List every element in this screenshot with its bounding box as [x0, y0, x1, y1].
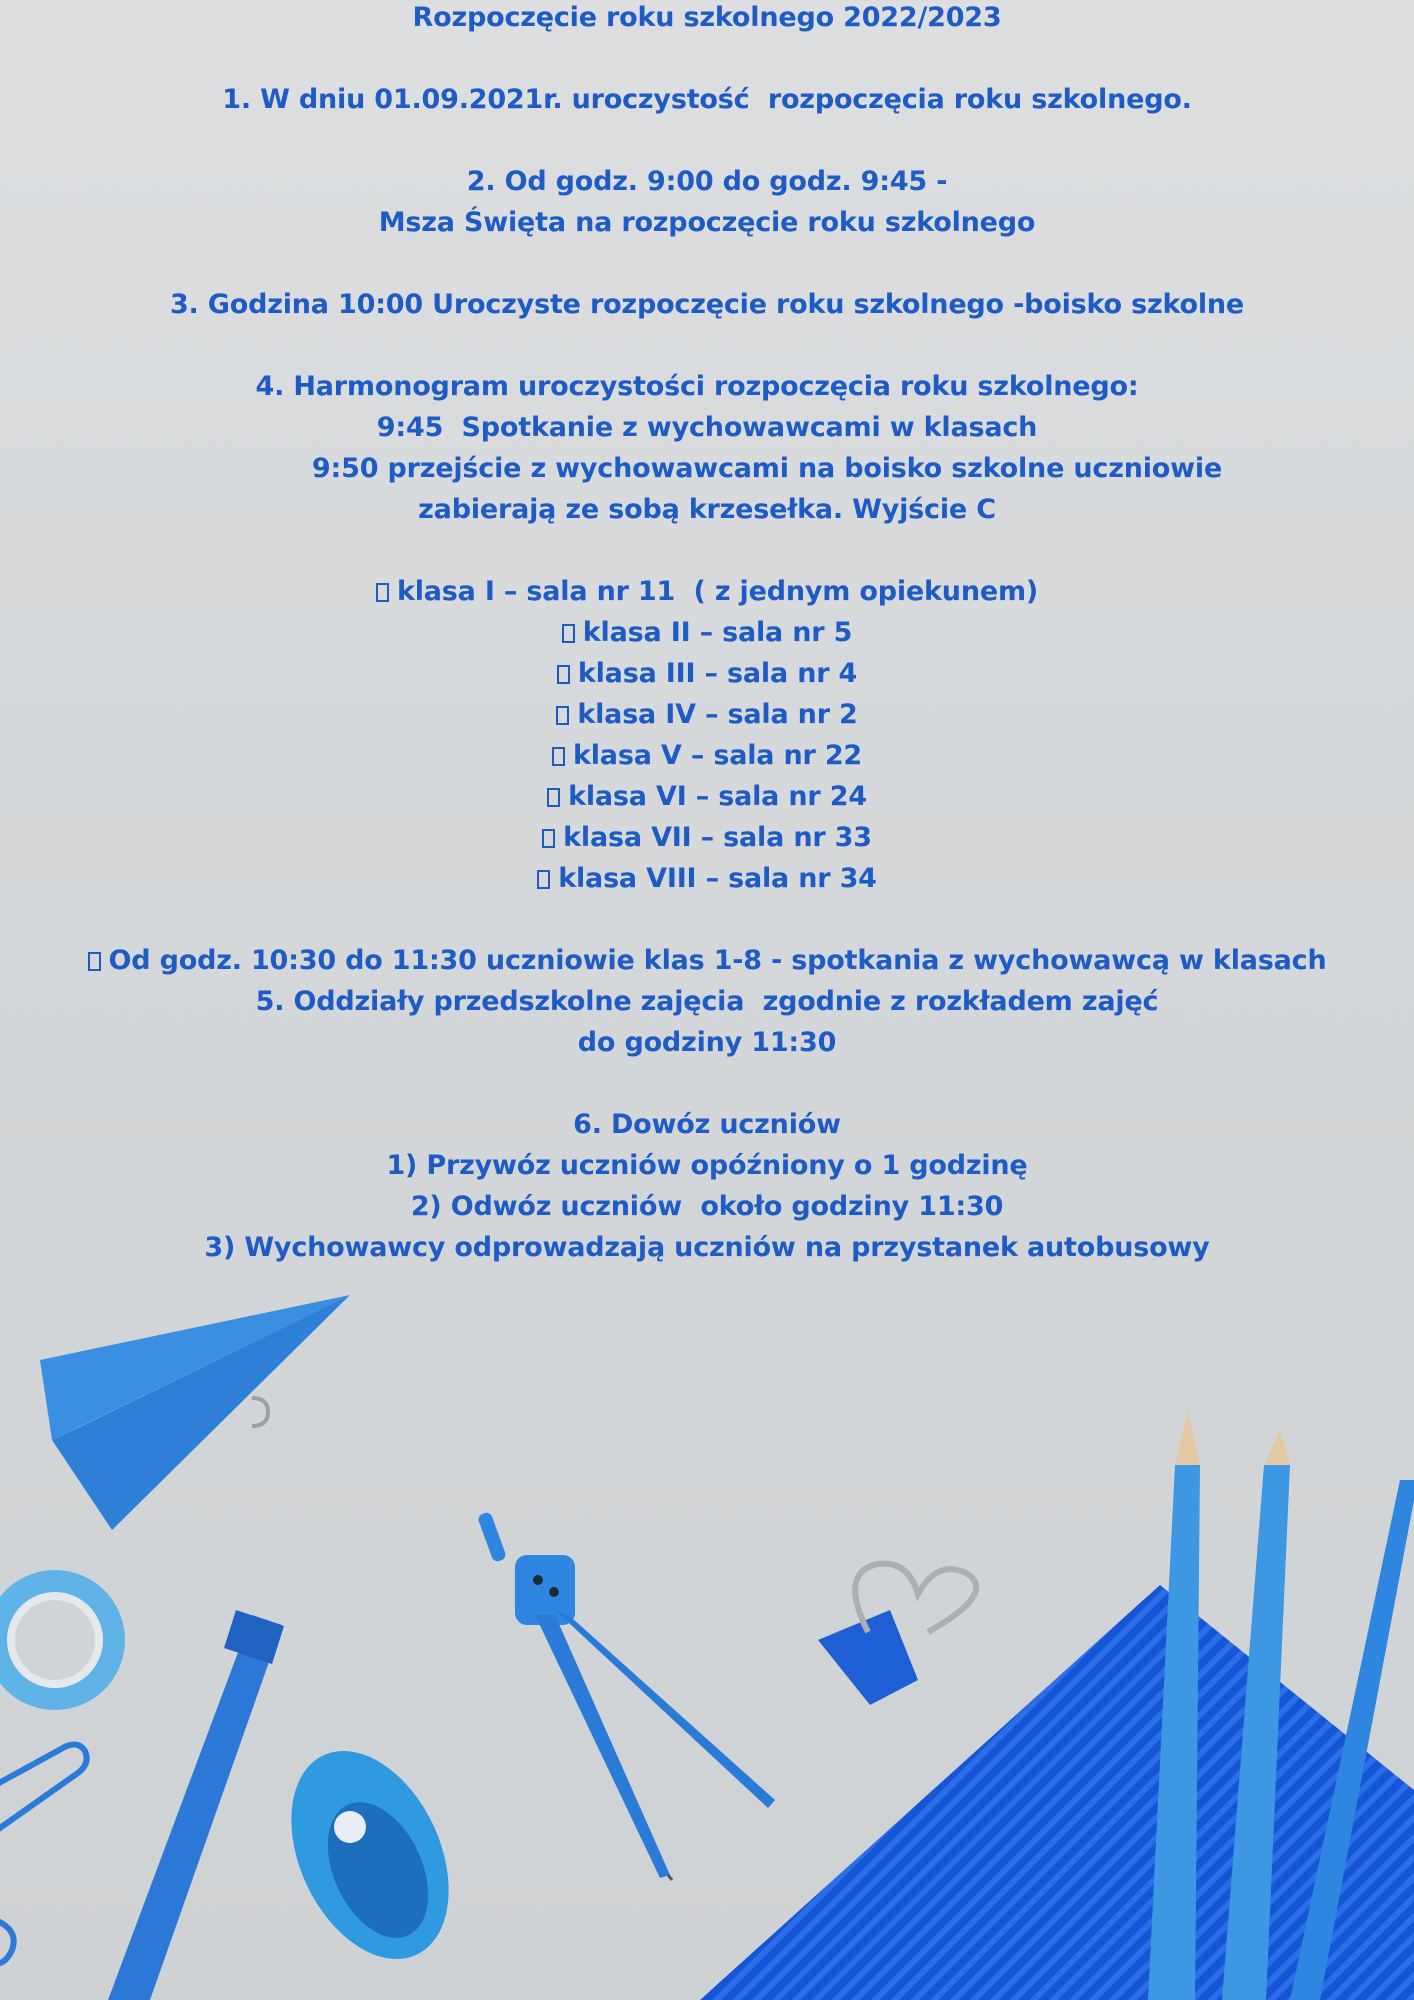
marker-icon: [108, 1610, 284, 2000]
class-row: klasa III – sala nr 4: [0, 654, 1414, 694]
class-row: klasa IV – sala nr 2: [0, 695, 1414, 735]
meeting-note: Od godz. 10:30 do 11:30 uczniowie klas 1-8 - spotkania z wychowawcą w klasach: [0, 941, 1414, 981]
item-4-line-2: 9:50 przejście z wychowawcami na boisko szkolne uczniowie: [311, 453, 1223, 484]
item-6-line-1: 1) Przywóz uczniów opóźniony o 1 godzinę: [386, 1150, 1028, 1181]
item-4-heading: 4. Harmonogram uroczystości rozpoczęcia roku szkolnego:: [255, 371, 1139, 402]
item-2-line-1: 2. Od godz. 9:00 do godz. 9:45 -: [466, 166, 948, 197]
item-3: 3. Godzina 10:00 Uroczyste rozpoczęcie roku szkolnego -boisko szkolne: [169, 289, 1245, 320]
class-row: klasa VI – sala nr 24: [0, 777, 1414, 817]
paper-clip-icon: [0, 1744, 87, 1963]
page-title: Rozpoczęcie roku szkolnego 2022/2023: [412, 2, 1002, 33]
class-row: klasa II – sala nr 5: [0, 613, 1414, 653]
class-row: klasa VII – sala nr 33: [0, 818, 1414, 858]
item-5-line-2: do godziny 11:30: [577, 1027, 837, 1058]
item-1: 1. W dniu 01.09.2021r. uroczystość rozpoczęcia roku szkolnego.: [222, 84, 1192, 115]
item-5-line-1: 5. Oddziały przedszkolne zajęcia zgodnie z rozkładem zajęć: [255, 986, 1159, 1017]
item-4-line-1: 9:45 Spotkanie z wychowawcami w klasach: [376, 412, 1038, 443]
paper-plane-icon: [40, 1295, 350, 1530]
item-6-heading: 6. Dowóz uczniów: [573, 1109, 841, 1140]
class-row: klasa VIII – sala nr 34: [0, 859, 1414, 899]
class-row: klasa I – sala nr 11 ( z jednym opiekunem): [0, 572, 1414, 612]
tape-roll-icon: [0, 1570, 125, 1710]
hole-punch-icon: [260, 1726, 480, 1985]
class-row: klasa V – sala nr 22: [0, 736, 1414, 776]
compass-icon: [477, 1511, 775, 1880]
binder-clip-icon: [818, 1564, 976, 1705]
item-4-line-3: zabierają ze sobą krzesełka. Wyjście C: [418, 494, 996, 525]
item-2-line-2: Msza Święta na rozpoczęcie roku szkolnego: [378, 207, 1036, 238]
item-6-line-3: 3) Wychowawcy odprowadzają uczniów na przystanek autobusowy: [204, 1232, 1210, 1263]
item-6-line-2: 2) Odwóz uczniów około godziny 11:30: [410, 1191, 1004, 1222]
